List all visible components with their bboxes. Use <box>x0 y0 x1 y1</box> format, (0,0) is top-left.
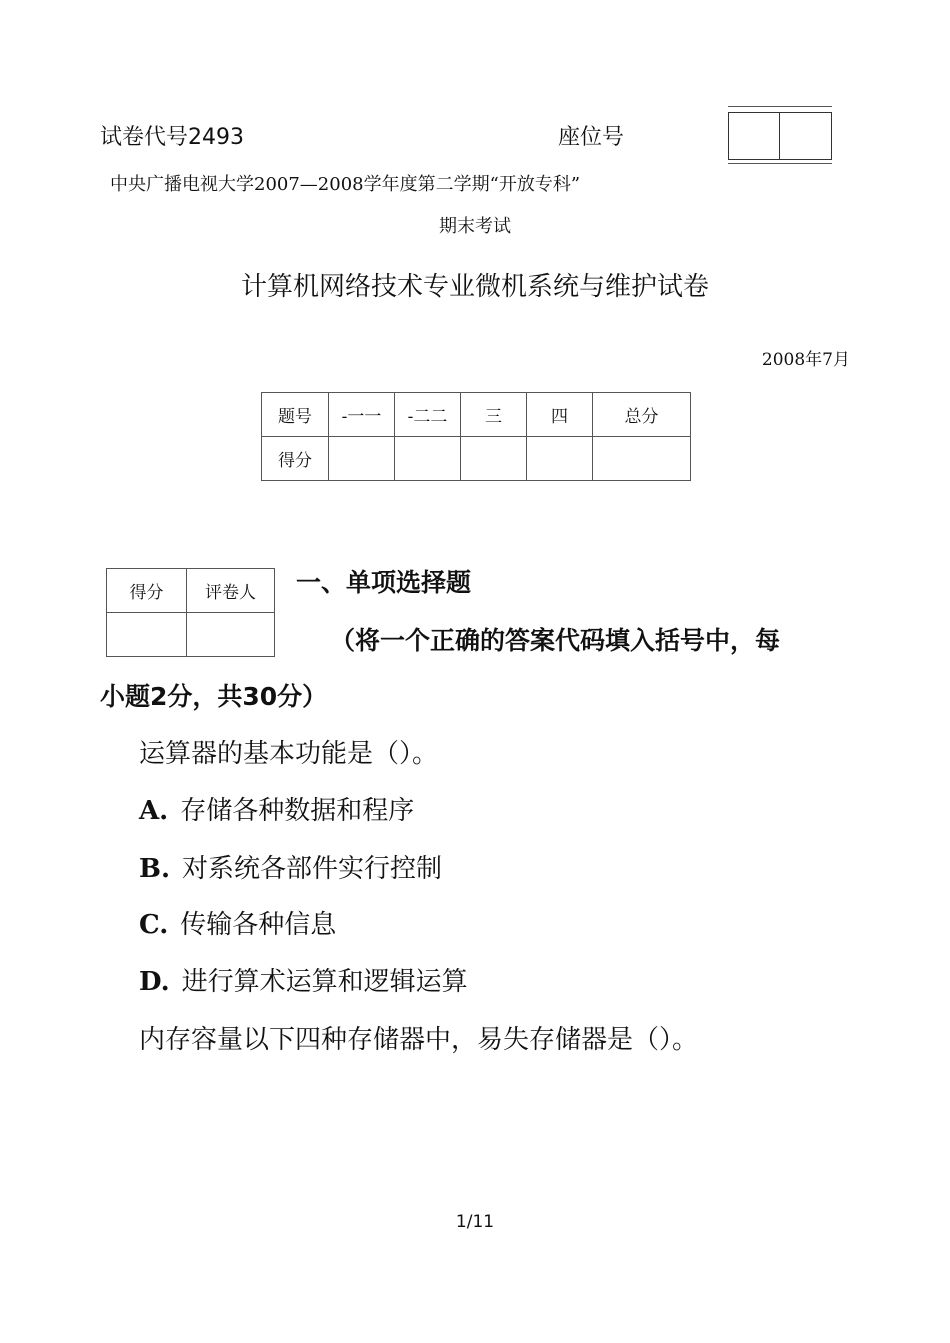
option-text: 传输各种信息 <box>180 910 337 940</box>
grader-table <box>106 568 275 657</box>
table-header-cell: 评卷人 <box>187 569 275 613</box>
answer-option <box>139 790 414 827</box>
table-header-cell: 得分 <box>107 569 187 613</box>
table-header-cell: -一一 <box>329 393 395 437</box>
option-text: 对系统各部件实行控制 <box>182 854 443 884</box>
option-key: A. <box>139 796 169 826</box>
score-summary-table <box>261 392 691 481</box>
option-text: 进行算术运算和逻辑运算 <box>181 967 468 997</box>
seat-number-cell[interactable] <box>779 112 832 160</box>
score-cell[interactable] <box>329 437 395 481</box>
table-header-cell: 四 <box>527 393 593 437</box>
table-row <box>262 437 691 481</box>
option-key: D. <box>139 967 170 997</box>
question-stem: 运算器的基本功能是（）。 <box>139 739 439 769</box>
table-header-cell: 总分 <box>593 393 691 437</box>
exam-date: 2008年7月 <box>761 350 850 370</box>
option-key: B. <box>139 854 171 884</box>
page-number: 1/11 <box>455 1212 495 1232</box>
answer-option <box>139 904 336 941</box>
seat-number-box <box>728 106 832 164</box>
table-row <box>262 393 691 437</box>
exam-title: 计算机网络技术专业微机系统与维护试卷 <box>240 272 709 302</box>
score-cell[interactable] <box>527 437 593 481</box>
table-header-cell: 三 <box>461 393 527 437</box>
section-note-line1: （将一个正确的答案代码填入括号中，每 <box>330 626 781 655</box>
score-cell[interactable] <box>107 613 187 657</box>
paper-code: 试卷代号2493 <box>100 125 244 150</box>
score-cell[interactable] <box>461 437 527 481</box>
option-text: 存储各种数据和程序 <box>180 796 415 826</box>
score-cell[interactable] <box>593 437 691 481</box>
seat-number-cell[interactable] <box>728 112 780 160</box>
answer-option <box>139 848 442 885</box>
seat-number-label: 座位号 <box>558 125 625 150</box>
score-cell[interactable] <box>395 437 461 481</box>
table-row <box>107 569 275 613</box>
answer-option <box>139 961 468 998</box>
university-semester-line: 中央广播电视大学2007—2008学年度第二学期“开放专科” <box>110 174 581 195</box>
exam-type: 期末考试 <box>439 216 511 237</box>
section-title: 一、单项选择题 <box>296 568 472 597</box>
table-header-cell: 题号 <box>262 393 329 437</box>
table-row <box>107 613 275 657</box>
question-stem: 内存容量以下四种存储器中，易失存储器是（）。 <box>139 1025 699 1055</box>
score-row-label: 得分 <box>262 437 329 481</box>
section-note-line2: 小题2分，共30分） <box>100 682 328 711</box>
table-header-cell: -二二 <box>395 393 461 437</box>
option-key: C. <box>139 910 169 940</box>
grader-cell[interactable] <box>187 613 275 657</box>
